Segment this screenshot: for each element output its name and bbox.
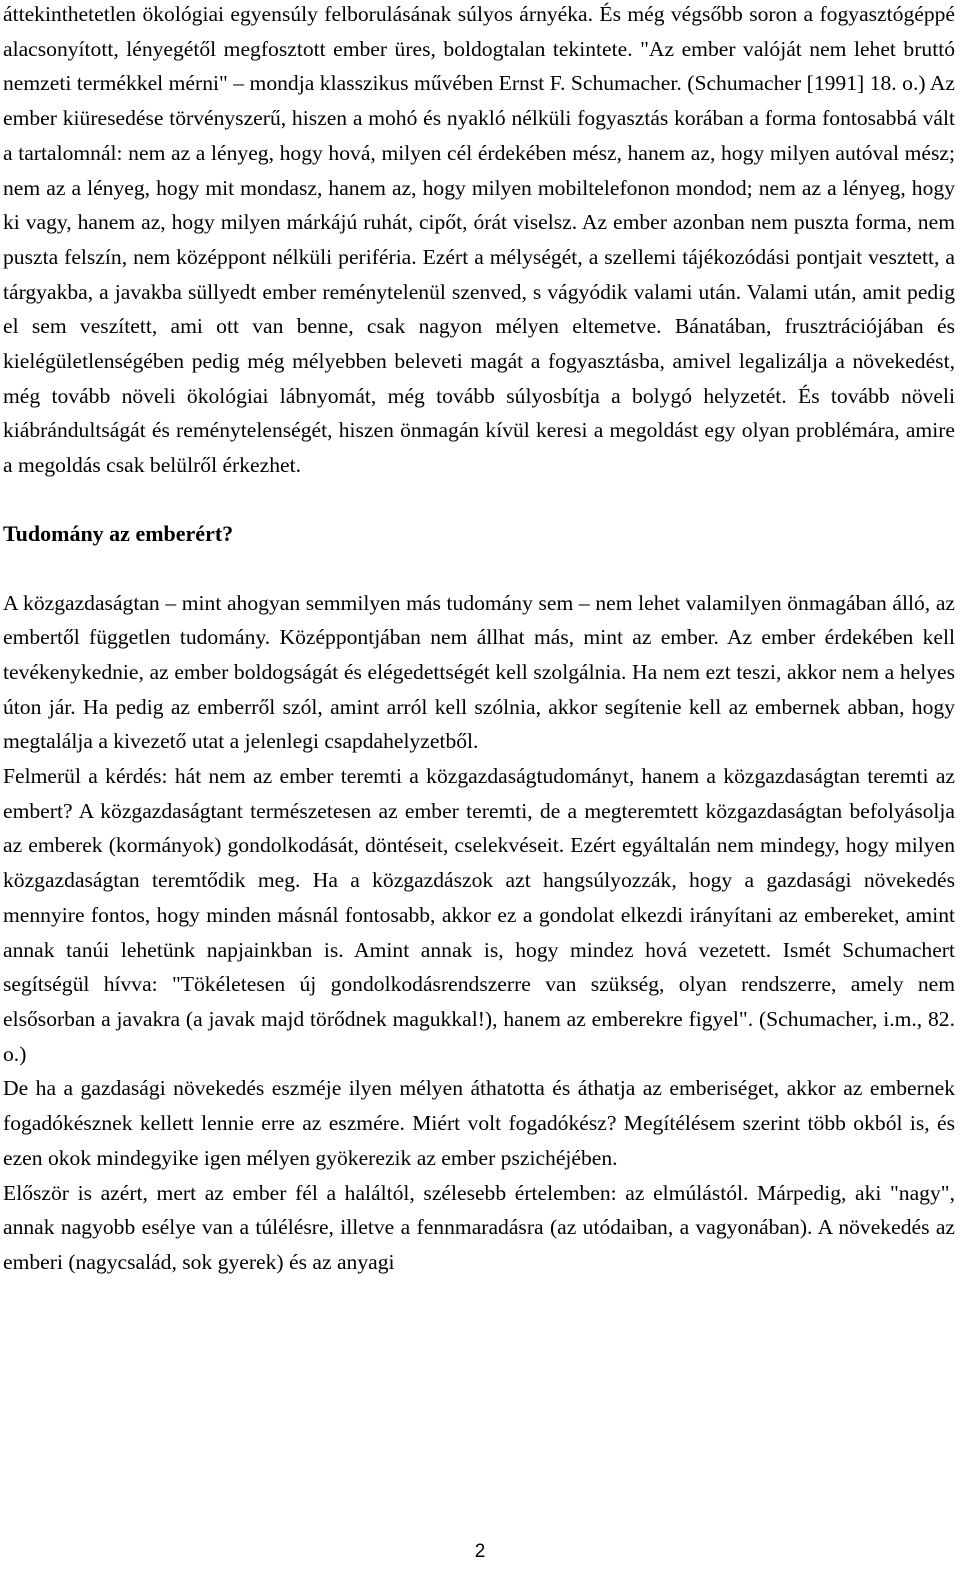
section-heading: Tudomány az emberért? [3,520,234,546]
page-number: 2 [474,1541,486,1562]
body-paragraph: Felmerül a kérdés: hát nem az ember teremti a közgazdaságtudományt, hanem a közgazdaságtan teremti az embert? A közgazdaságtant természetesen az ember teremti, de a megteremtett közgazdaságtan befolyásolja az emberek (kormányok) gondolkodását, döntéseit, cselekvéseit. Ezért egyáltalán nem mindegy, hogy milyen közgazdaságtan teremtődik meg. Ha a közgazdászok azt hangsúlyozzák, hogy a gazdasági növekedés mennyire fontos, hogy minden másnál fontosabb, akkor ez a gondolat elkezdi irányítani az embereket, amint annak tanúi lehetünk napjainkban is. Amint annak is, hogy mindez hová vezetett. Ismét Schumachert segítségül hívva: "Tökéletesen új gondolkodásrendszerre van szükség, olyan rendszerre, amely nem elsősorban a javakra (a javak majd törődnek magukkal!), hanem az emberekre figyel". (Schumacher, i.m., 82. o.) [3,764,955,1066]
body-paragraph: De ha a gazdasági növekedés eszméje ilyen mélyen áthatotta és áthatja az emberiséget, akkor az embernek fogadókésznek kellett lennie erre az eszmére. Miért volt fogadókész? Megítélésem szerint több okból is, és ezen okok mindegyike igen mélyen gyökerezik az ember pszichéjében. [3,1076,955,1170]
body-paragraph: áttekinthetetlen ökológiai egyensúly felborulásának súlyos árnyéka. És még végsőbb soron a fogyasztógéppé alacsonyított, lényegétől megfosztott ember üres, boldogtalan tekintete. "Az ember valóját nem lehet bruttó nemzeti termékkel mérni" – mondja klasszikus művében Ernst F. Schumacher. (Schumacher [1991] 18. o.) Az ember kiüresedése törvényszerű, hiszen a mohó és nyakló nélküli fogyasztás korában a forma fontosabbá vált a tartalomnál: nem az a lényeg, hogy hová, milyen cél érdekében mész, hanem az, hogy milyen autóval mész; nem az a lényeg, hogy mit mondasz, hanem az, hogy milyen mobiltelefonon mondod; nem az a lényeg, hogy ki vagy, hanem az, hogy milyen márkájú ruhát, cipőt, órát viselsz. Az ember azonban nem puszta forma, nem puszta felszín, nem középpont nélküli periféria. Ezért a mélységét, a szellemi tájékozódási pontjait vesztett, a tárgyakba, a javakba süllyedt ember reménytelenül szenved, s vágyódik valami után. Valami után, amit pedig el sem veszített, ami ott van benne, csak nagyon mélyen eltemetve. Bánatában, frusztrációjában és kielégületlenségében pedig még mélyebben beleveti magát a fogyasztásba, amivel legalizálja a növekedést, még tovább növeli ökológiai lábnyomát, még tovább súlyosbítja a bolygó helyzetét. És tovább növeli kiábrándultságát és reménytelenségét, hiszen önmagán kívül keresi a megoldást egy olyan problémára, amire a megoldás csak belülről érkezhet. [3,2,955,478]
body-paragraph: Először is azért, mert az ember fél a haláltól, szélesebb értelemben: az elmúlástól. Márpedig, aki "nagy", annak nagyobb esélye van a túlélésre, illetve a fennmaradásra (az utódaiban, a vagyonában). A növekedés az emberi (nagycsalád, sok gyerek) és az anyagi [3,1180,955,1274]
body-paragraph: A közgazdaságtan – mint ahogyan semmilyen más tudomány sem – nem lehet valamilyen önmagában álló, az embertől független tudomány. Középpontjában nem állhat más, mint az ember. Az ember érdekében kell tevékenykednie, az ember boldogságát és elégedettségét kell szolgálnia. Ha nem ezt teszi, akkor nem a helyes úton jár. Ha pedig az emberről szól, amint arról kell szólnia, akkor segítenie kell az embernek abban, hogy megtalálja a kivezető utat a jelenlegi csapdahelyzetből. [3,590,955,754]
